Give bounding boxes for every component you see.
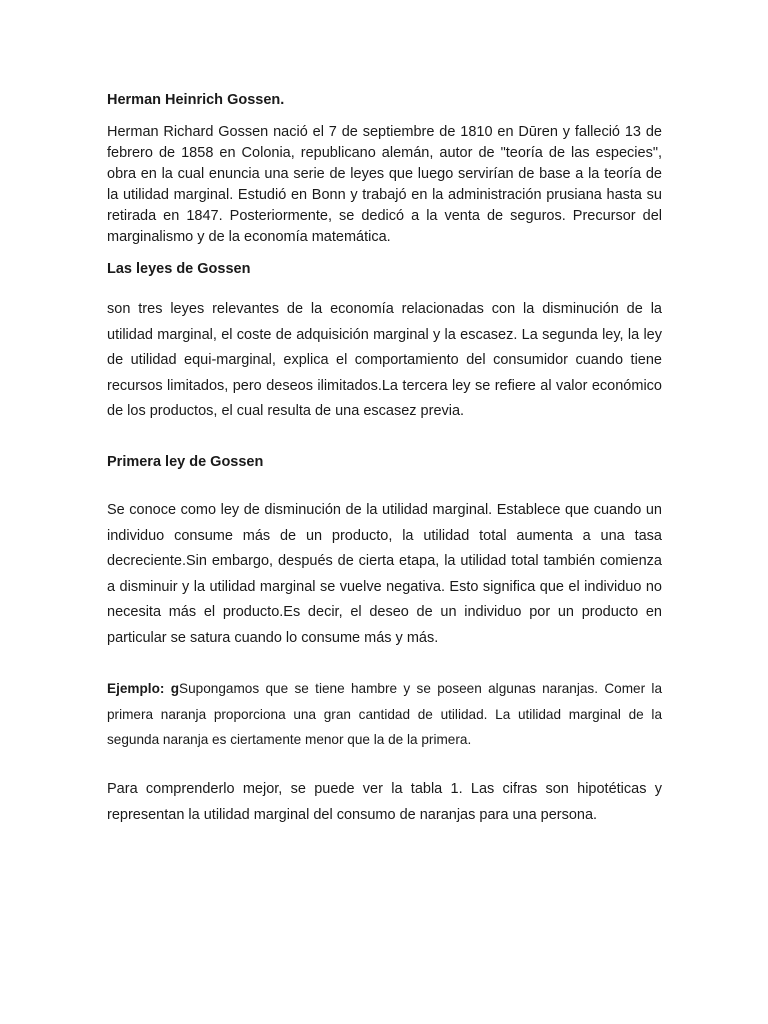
example-text: Supongamos que se tiene hambre y se poseen algunas naranjas. Comer la primera naranja proporciona una gran cantidad de utilidad. La utilidad marginal de la segunda naranja es ciertamente menor que la de la primera. <box>107 681 663 747</box>
laws-paragraph: son tres leyes relevantes de la economía relacionadas con la disminución de la utilidad marginal, el coste de adquisición marginal y la escasez. La segunda ley, la ley de utilidad equi-marginal, explica el comportamiento del consumidor cuando tiene recursos limitados, pero deseos ilimitados.La tercera ley se refiere al valor económico de los productos, el cual resulta de una escasez previa. <box>107 301 662 419</box>
laws-heading: Las leyes de Gossen <box>107 261 251 277</box>
example-lead: Ejemplo: g <box>107 681 180 696</box>
example-paragraph <box>107 676 662 753</box>
first-law-heading: Primera ley de Gossen <box>107 454 264 470</box>
document-title: Herman Heinrich Gossen. <box>107 92 285 108</box>
biography-paragraph: Herman Richard Gossen nació el 7 de septiembre de 1810 en Dūren y falleció 13 de febrero de 1858 en Colonia, republicano alemán, autor de "teoría de las especies", obra en la cual enuncia una serie de leyes que luego servirían de base a la teoría de la utilidad marginal. Estudió en Bonn y trabajó en la administración prusiana hasta su retirada en 1847. Posteriormente, se dedicó a la venta de seguros. Precursor del marginalismo y de la economía matemática. <box>107 124 662 245</box>
table-intro-paragraph: Para comprenderlo mejor, se puede ver la tabla 1. Las cifras son hipotéticas y representan la utilidad marginal del consumo de naranjas para una persona. <box>107 781 662 823</box>
first-law-paragraph: Se conoce como ley de disminución de la utilidad marginal. Establece que cuando un individuo consume más de un producto, la utilidad total aumenta a una tasa decreciente.Sin embargo, después de cierta etapa, la utilidad total también comienza a disminuir y la utilidad marginal se vuelve negativa. Esto significa que el individuo no necesita más el producto.Es decir, el deseo de un individuo por un producto en particular se satura cuando lo consume más y más. <box>107 502 662 646</box>
